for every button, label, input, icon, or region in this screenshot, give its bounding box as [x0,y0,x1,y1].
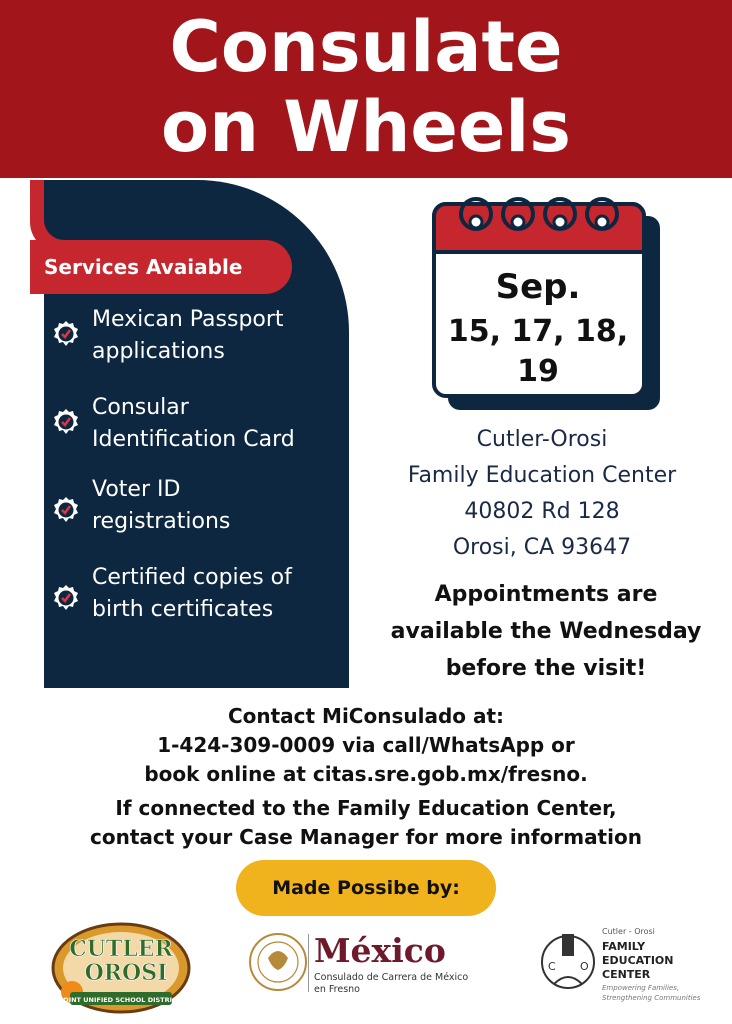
mexico-consulate-logo [246,928,478,998]
title-line-2: on Wheels [161,86,571,168]
location-line-3: 40802 Rd 128 [464,499,620,524]
fec-tag-2: Strengthening Communities [602,994,700,1002]
check-badge-icon [52,408,80,436]
service-label: Voter ID registrations [92,477,231,534]
svg-text:O: O [580,960,589,973]
location-line-4: Orosi, CA 93647 [452,535,632,560]
sponsors-label: Made Possibe by: [236,860,496,916]
check-badge-icon [52,320,80,348]
appointments-line-2: available the Wednesday [390,619,702,644]
family-education-center-logo [540,918,700,1010]
contact-line-5: contact your Case Manager for more information [90,825,642,849]
fec-top: Cutler - Orosi [602,927,655,936]
fec-tag-1: Empowering Families, [602,984,680,992]
fec-education: EDUCATION [602,954,674,967]
contact-line-4: If connected to the Family Education Center, [115,796,617,820]
appointments-line-1: Appointments are [434,582,658,607]
service-label: Mexican Passport applications [92,307,284,364]
mexico-sub-2: en Fresno [314,984,360,995]
title-line-1: Consulate [169,6,563,88]
fec-center: CENTER [602,968,651,981]
mexico-sub-1: Consulado de Carrera de México [314,972,469,983]
contact-line-2: 1-424-309-0009 via call/WhatsApp or [157,733,575,757]
cutler-orosi-logo [50,922,192,1018]
service-label: Consular Identification Card [92,395,295,452]
ribbon-curl-inner [44,180,92,240]
check-badge-icon [52,496,80,524]
contact-line-1: Contact MiConsulado at: [227,704,505,728]
check-badge-icon [52,584,80,612]
mexico-wordmark: México [314,931,446,970]
location-line-2: Family Education Center [407,463,677,488]
contact-line-3: book online at citas.sre.gob.mx/fresno. [144,762,588,786]
calendar-month: Sep. [495,267,581,307]
calendar-days: 15, 17, 18, 19 [447,314,629,389]
service-label: Certified copies of birth certificates [92,565,292,622]
cutler-word: CUTLER [69,936,173,962]
district-ribbon: JOINT UNIFIED SCHOOL DISTRICT [60,996,182,1004]
svg-text:C: C [548,960,556,973]
fec-family: FAMILY [602,940,646,953]
location-line-1: Cutler-Orosi [476,427,608,452]
orosi-word: OROSI [84,960,168,986]
services-heading: Services Avaiable [30,240,292,294]
appointments-line-3: before the visit! [445,656,647,681]
